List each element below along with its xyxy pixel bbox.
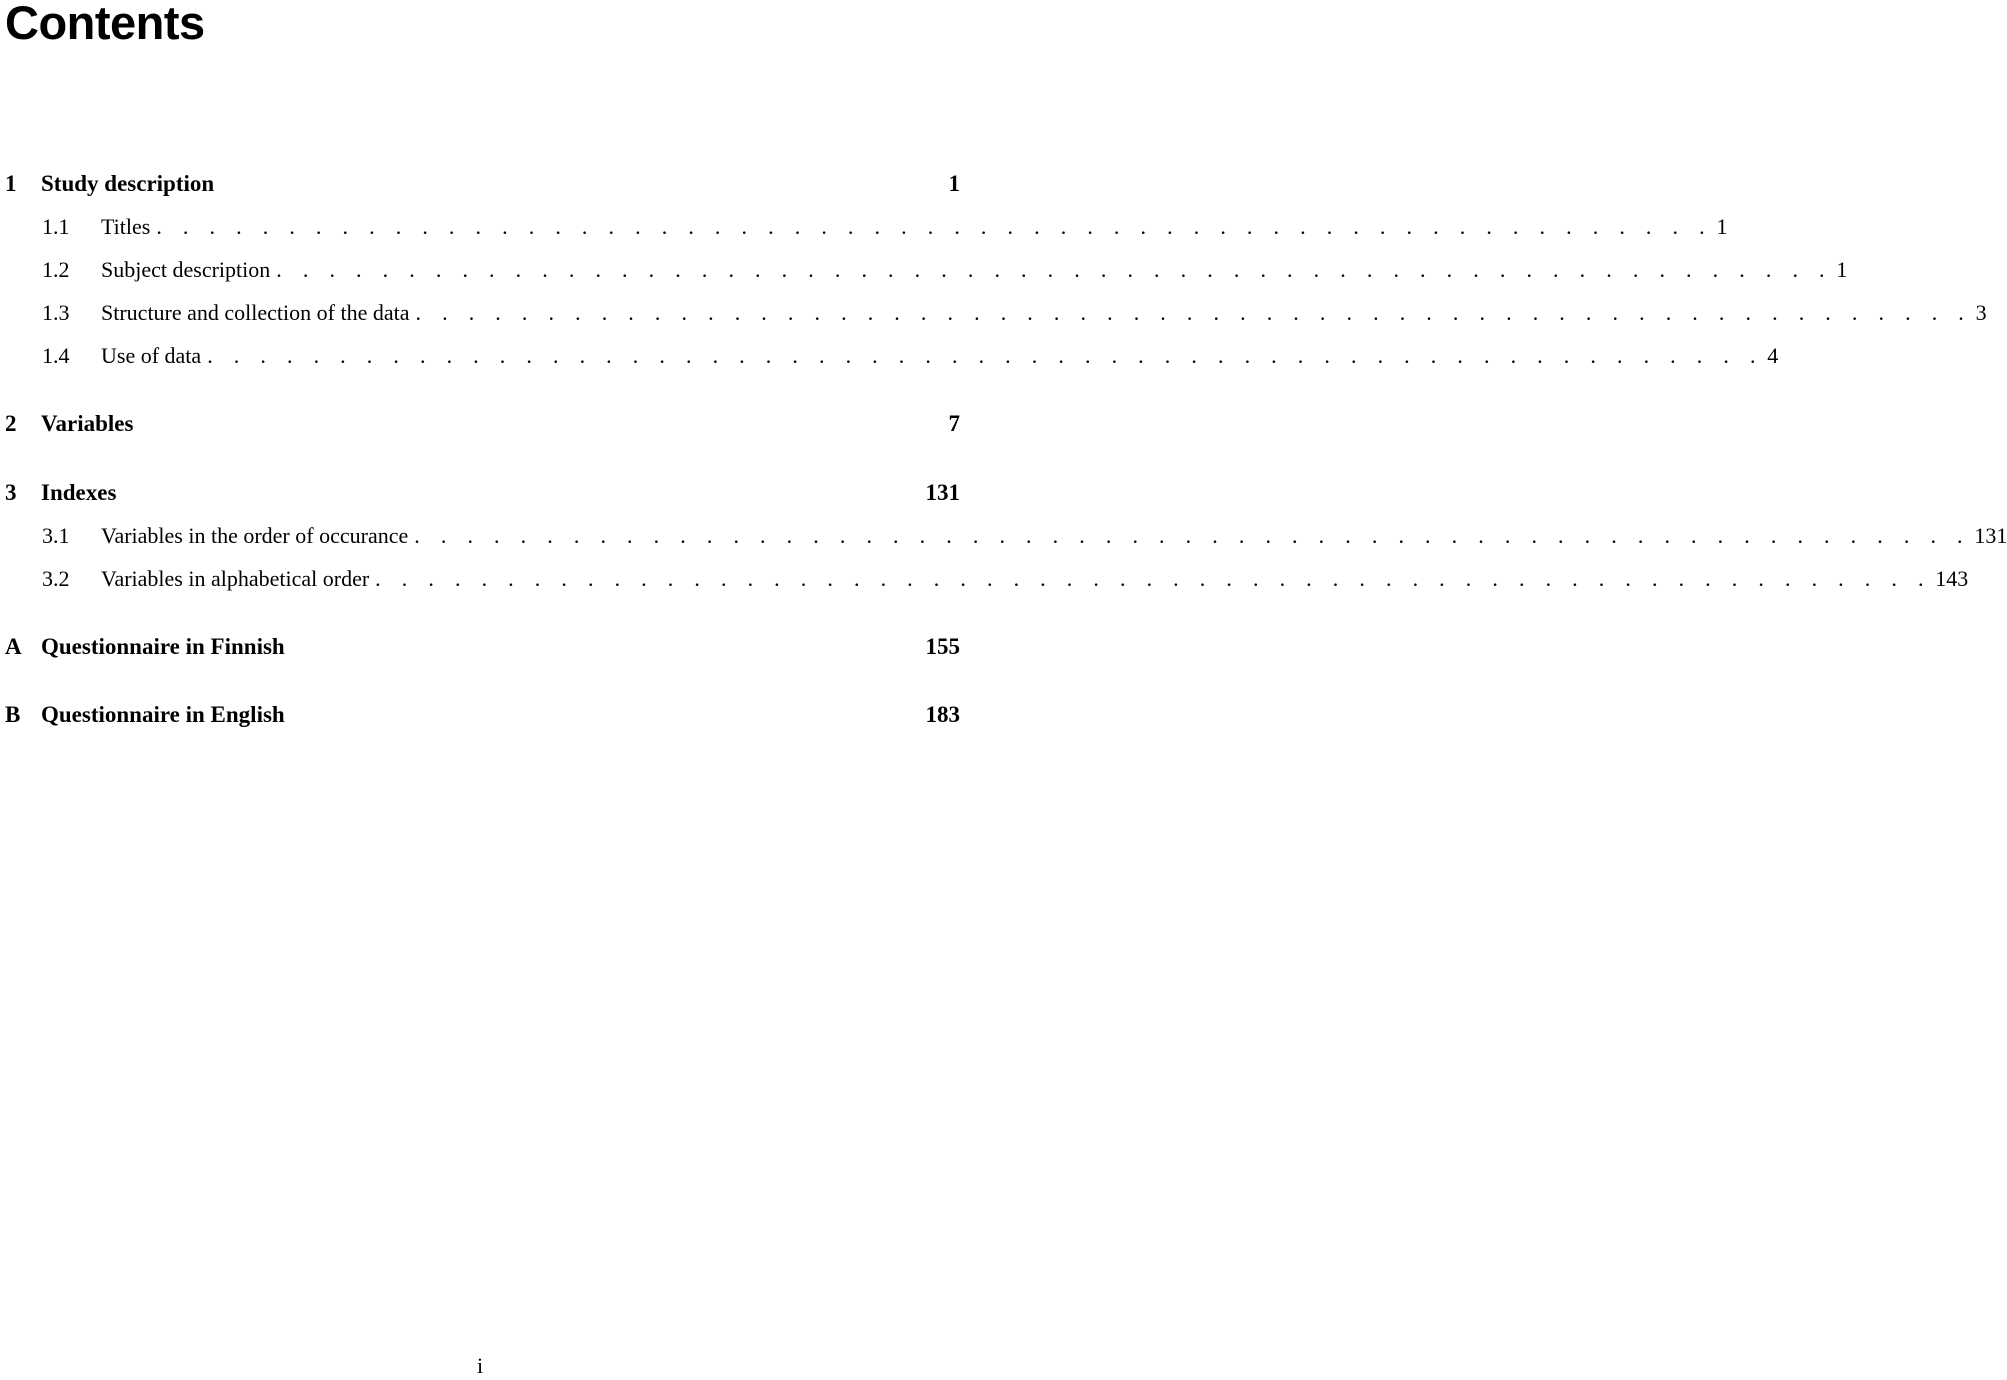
toc-section-number: 3.1 <box>42 523 70 548</box>
toc-page-number: 1 <box>1836 257 1848 282</box>
toc-dot-leader: . . . . . . . . . . . . . . . . . . . . . . . . . . . . . . . . . . . . . . . . . . . . . . . . . . . . . . . . . . . <box>375 566 1932 591</box>
toc-appendix-questionnaire-finnish[interactable] <box>5 632 960 662</box>
toc-dot-leader: . . . . . . . . . . . . . . . . . . . . . . . . . . . . . . . . . . . . . . . . . . . . . . . . . . . . . . . . . . . <box>207 343 1764 368</box>
toc-section-structure-and-collection[interactable] <box>5 298 1987 328</box>
toc-section-title: Subject description <box>101 257 271 282</box>
toc-section-title: Variables in the order of occurance <box>101 523 409 548</box>
toc-chapter-indexes[interactable] <box>5 478 960 508</box>
toc-page-number: 4 <box>1767 343 1779 368</box>
toc-page-number: 1 <box>948 171 960 196</box>
toc-chapter-number: 3 <box>5 480 17 505</box>
toc-page-number: 1 <box>1716 214 1728 239</box>
toc-chapter-study-description[interactable] <box>5 169 960 199</box>
toc-dot-leader: . . . . . . . . . . . . . . . . . . . . . . . . . . . . . . . . . . . . . . . . . . . . . . . . . . . . . . . . . . . <box>415 300 1972 325</box>
toc-section-title: Use of data <box>101 343 202 368</box>
toc-section-title: Variables in alphabetical order <box>101 566 370 591</box>
toc-page-number: 131 <box>925 480 960 505</box>
toc-chapter-title: Study description <box>41 171 215 196</box>
toc-page-number: 143 <box>1935 566 1969 591</box>
toc-section-number: 1.3 <box>42 300 70 325</box>
toc-section-number: 1.2 <box>42 257 70 282</box>
footer-page-number: i <box>476 1353 484 1378</box>
toc-page-number: 183 <box>925 702 960 727</box>
toc-appendix-letter: A <box>5 634 22 659</box>
toc-section-title: Structure and collection of the data <box>101 300 410 325</box>
toc-dot-leader: . . . . . . . . . . . . . . . . . . . . . . . . . . . . . . . . . . . . . . . . . . . . . . . . . . . . . . . . . . . <box>414 523 1971 548</box>
toc-page-number: 131 <box>1974 523 2007 548</box>
toc-chapter-title: Variables <box>41 411 134 436</box>
toc-page-number: 155 <box>925 634 960 659</box>
page-title: Contents <box>5 0 205 49</box>
toc-section-number: 1.4 <box>42 343 70 368</box>
toc-page-number: 7 <box>948 411 960 436</box>
toc-section-use-of-data[interactable] <box>5 341 1779 371</box>
toc-appendix-title: Questionnaire in Finnish <box>41 634 285 659</box>
toc-appendix-letter: B <box>5 702 21 727</box>
toc-chapter-number: 2 <box>5 411 17 436</box>
toc-section-number: 3.2 <box>42 566 70 591</box>
toc-chapter-variables[interactable] <box>5 409 960 439</box>
toc-section-title: Titles <box>101 214 151 239</box>
toc-appendix-title: Questionnaire in English <box>41 702 285 727</box>
toc-dot-leader: . . . . . . . . . . . . . . . . . . . . . . . . . . . . . . . . . . . . . . . . . . . . . . . . . . . . . . . . . . . <box>156 214 1713 239</box>
toc-section-variables-alphabetical[interactable] <box>5 564 1969 594</box>
toc-section-titles[interactable] <box>5 212 1728 242</box>
toc-appendix-questionnaire-english[interactable] <box>5 700 960 730</box>
toc-section-variables-order-of-occurance[interactable] <box>5 521 2007 551</box>
toc-chapter-title: Indexes <box>41 480 117 505</box>
toc-section-subject-description[interactable] <box>5 255 1848 285</box>
toc-dot-leader: . . . . . . . . . . . . . . . . . . . . . . . . . . . . . . . . . . . . . . . . . . . . . . . . . . . . . . . . . . . <box>276 257 1833 282</box>
toc-page-number: 3 <box>1975 300 1987 325</box>
toc-section-number: 1.1 <box>42 214 70 239</box>
toc-chapter-number: 1 <box>5 171 17 196</box>
